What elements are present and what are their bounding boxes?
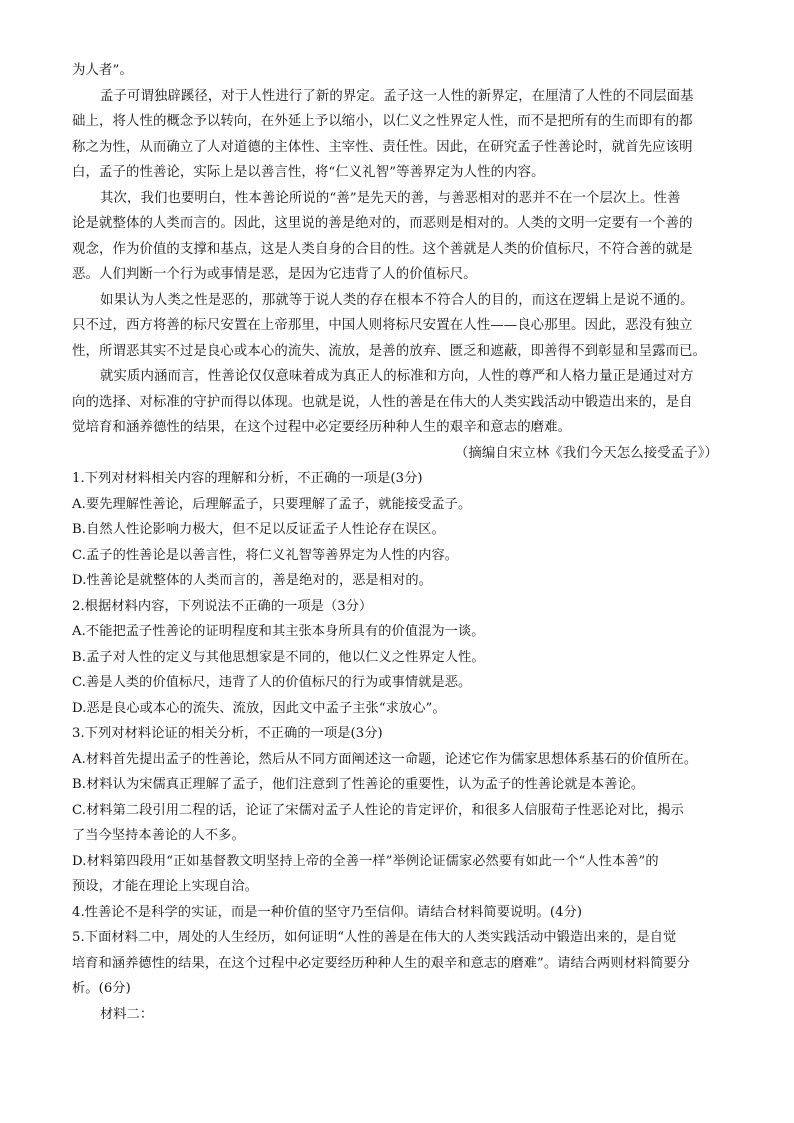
question-option: D.性善论是就整体的人类而言的，善是绝对的，恶是相对的。 xyxy=(72,573,432,588)
question-stem: 2.根据材料内容，下列说法不正确的一项是（3分） xyxy=(72,598,373,614)
document-page xyxy=(72,58,722,1027)
passage-source: （摘编自宋立林《我们今天怎么接受孟子》） xyxy=(454,445,718,461)
passage-line: 就实质内涵而言，性善论仅仅意味着成为真正人的标准和方向，人性的尊严和人格力量正是通过对方 xyxy=(100,369,694,384)
question-stem: 1.下列对材料相关内容的理解和分析，不正确的一项是(3分) xyxy=(72,471,423,486)
passage-line: 孟子可谓独辟蹊径，对于人性进行了新的界定。孟子这一人性的新界定，在厘清了人性的不同层面基 xyxy=(100,88,694,104)
material-heading: 材料二： xyxy=(100,1006,154,1022)
question-option: D.恶是良心或本心的流失、流放，因此文中孟子主张“求放心”。 xyxy=(72,700,446,716)
question-stem: 4.性善论不是科学的实证，而是一种价值的坚守乃至信仰。请结合材料简要说明。(4分) xyxy=(72,904,583,920)
question-option: B.孟子对人性的定义与其他思想家是不同的，他以仁义之性界定人性。 xyxy=(72,649,485,665)
question-option: D.材料第四段用“正如基督教文明坚持上帝的全善一样”举例论证儒家必然要有如此一个“人性本善”的 xyxy=(72,853,659,869)
passage-line: 只不过，西方将善的标尺安置在上帝那里，中国人则将标尺安置在人性——良心那里。因此，恶没有独立 xyxy=(72,318,693,333)
passage-line: 础上，将人性的概念予以转向，在外延上予以缩小，以仁义之性界定人性，而不是把所有的生而即有的都 xyxy=(72,114,693,129)
passage-line: 向的选择、对标准的守护而得以体现。也就是说，人性的善是在伟大的人类实践活动中锻造出来的，是自 xyxy=(72,394,693,410)
passage-line: 论是就整体的人类而言的。因此，这里说的善是绝对的，而恶则是相对的。人类的文明一定要有一个善的 xyxy=(72,216,693,231)
questions xyxy=(72,466,722,1027)
question-option: C.善是人类的价值标尺，违背了人的价值标尺的行为或事情就是恶。 xyxy=(72,675,472,690)
question-stem: 5.下面材料二中，周处的人生经历，如何证明“人性的善是在伟大的人类实践活动中锻造出来的，是自觉 xyxy=(72,930,677,945)
question-option: C.材料第二段引用二程的话，论证了宋儒对孟子人性论的肯定评价，和很多人信服荀子性恶论对比，揭示 xyxy=(72,802,684,818)
passage-line: 觉培育和涵养德性的结果，在这个过程中必定要经历种种人生的艰辛和意志的磨难。 xyxy=(72,420,572,435)
question-option-continued: 预设，才能在理论上实现自洽。 xyxy=(72,879,259,894)
question-stem-continued: 析。(6分) xyxy=(72,981,131,996)
passage-line: 白，孟子的性善论，实际上是以善言性，将“仁义礼智”等善界定为人性的内容。 xyxy=(72,165,545,180)
passage-line: 如果认为人类之性是恶的，那就等于说人类的存在根本不符合人的目的，而这在逻辑上是说不通的。 xyxy=(100,292,694,308)
passage-line: 其次，我们也要明白，性本善论所说的“善”是先天的善，与善恶相对的恶并不在一个层次上。性善 xyxy=(100,190,681,206)
question-option: B.材料认为宋儒真正理解了孟子，他们注意到了性善论的重要性，认为孟子的性善论就是本善论。 xyxy=(72,777,645,792)
question-option: A.要先理解性善论，后理解孟子，只要理解了孟子，就能接受孟子。 xyxy=(72,496,472,512)
question-stem-continued: 培育和涵养德性的结果，在这个过程中必定要经历种种人生的艰辛和意志的磨难”。请结合两则材料简要分 xyxy=(72,955,691,971)
question-option: B.自然人性论影响力极大，但不足以反证孟子人性论存在误区。 xyxy=(72,522,445,537)
passage-line: 为人者”。 xyxy=(72,63,133,78)
question-option: C.孟子的性善论是以善言性，将仁义礼智等善界定为人性的内容。 xyxy=(72,547,459,563)
passage xyxy=(72,58,722,466)
passage-line: 观念，作为价值的支撑和基点，这是人类自身的合目的性。这个善就是人类的价值标尺，不符合善的就是 xyxy=(72,241,693,257)
passage-line: 称之为性，从而确立了人对道德的主体性、主宰性、责任性。因此，在研究孟子性善论时，就首先应该明 xyxy=(72,139,693,155)
passage-line: 性，所谓恶其实不过是良心或本心的流失、流放，是善的放弃、匮乏和遮蔽，即善得不到彰显和呈露而已。 xyxy=(72,343,707,359)
passage-line: 恶。人们判断一个行为或事情是恶，是因为它违背了人的价值标尺。 xyxy=(72,267,477,282)
question-option: A.不能把孟子性善论的证明程度和其主张本身所具有的价值混为一谈。 xyxy=(72,624,485,639)
question-option: A.材料首先提出孟子的性善论，然后从不同方面阐述这一命题，论述它作为儒家思想体系基石的价值所在。 xyxy=(72,751,698,767)
question-stem: 3.下列对材料论证的相关分析，不正确的一项是(3分) xyxy=(72,726,383,741)
question-option-continued: 了当今坚持本善论的人不多。 xyxy=(72,828,245,843)
